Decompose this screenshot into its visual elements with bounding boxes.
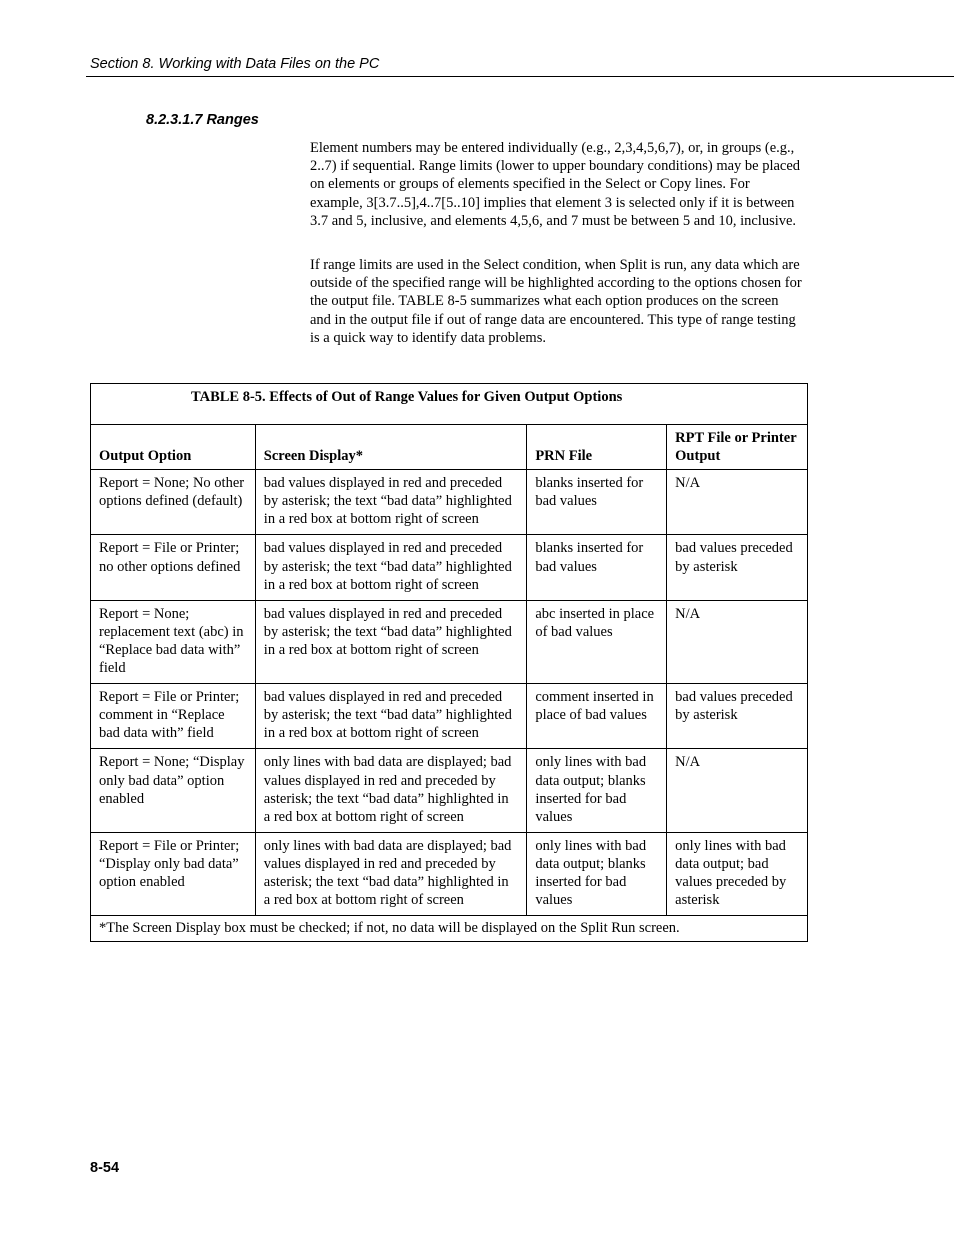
- table-cell: bad values displayed in red and preceded by asterisk; the text “bad data” highlighted in a red box at bottom right of screen: [255, 684, 527, 749]
- table-cell: Report = File or Printer; comment in “Replace bad data with” field: [91, 684, 256, 749]
- table-cell: only lines with bad data output; bad values preceded by asterisk: [667, 832, 808, 915]
- table-row: [91, 832, 808, 915]
- table-cell: bad values preceded by asterisk: [667, 684, 808, 749]
- table-row: [91, 600, 808, 683]
- column-header: Screen Display*: [255, 425, 527, 470]
- table-cell: N/A: [667, 749, 808, 832]
- column-header: Output Option: [91, 425, 256, 470]
- header-divider: [86, 76, 954, 77]
- table-cell: blanks inserted for bad values: [527, 470, 667, 535]
- table-cell: abc inserted in place of bad values: [527, 600, 667, 683]
- table-cell: bad values displayed in red and preceded by asterisk; the text “bad data” highlighted in a red box at bottom right of screen: [255, 600, 527, 683]
- effects-table: [90, 383, 808, 942]
- table-row: [91, 749, 808, 832]
- table-footnote: *The Screen Display box must be checked; if not, no data will be displayed on the Split Run screen.: [91, 916, 808, 942]
- table-cell: bad values displayed in red and preceded by asterisk; the text “bad data” highlighted in a red box at bottom right of screen: [255, 470, 527, 535]
- running-header: Section 8. Working with Data Files on the PC: [90, 56, 380, 72]
- table-caption: TABLE 8-5. Effects of Out of Range Values for Given Output Options: [91, 384, 808, 425]
- table-cell: Report = None; replacement text (abc) in “Replace bad data with” field: [91, 600, 256, 683]
- table-cell: blanks inserted for bad values: [527, 535, 667, 600]
- table-cell: bad values preceded by asterisk: [667, 535, 808, 600]
- table-cell: only lines with bad data output; blanks inserted for bad values: [527, 749, 667, 832]
- column-header: RPT File or Printer Output: [667, 425, 808, 470]
- table-cell: Report = None; No other options defined (default): [91, 470, 256, 535]
- table-header-row: [91, 425, 808, 470]
- table-cell: only lines with bad data are displayed; bad values displayed in red and preceded by asterisk; the text “bad data” highlighted in a red box at bottom right of screen: [255, 749, 527, 832]
- table-row: [91, 535, 808, 600]
- table-cell: Report = None; “Display only bad data” option enabled: [91, 749, 256, 832]
- table-cell: N/A: [667, 600, 808, 683]
- page-number: 8-54: [90, 1160, 120, 1176]
- table-cell: comment inserted in place of bad values: [527, 684, 667, 749]
- table-cell: N/A: [667, 470, 808, 535]
- body-paragraph: Element numbers may be entered individually (e.g., 2,3,4,5,6,7), or, in groups (e.g., 2..7) if sequential. Range limits (lower to upper boundary conditions) may be placed on elements or groups of elements specified in the Select or Copy lines. For example, 3[3.7..5],4..7[5..10] implies that element 3 is selected only if it is between 3.7 and 5, inclusive, and elements 4,5,6, and 7 must be between 5 and 10, inclusive.: [310, 140, 801, 229]
- table-row: [91, 470, 808, 535]
- section-heading: 8.2.3.1.7 Ranges: [146, 112, 259, 128]
- body-paragraph: If range limits are used in the Select condition, when Split is run, any data which are outside of the specified range will be highlighted according to the options chosen for the output file. TABLE 8-5 summarizes what each option produces on the screen and in the output file if out of range data are encountered. This type of range testing is a quick way to identify data problems.: [310, 257, 802, 346]
- table-cell: only lines with bad data output; blanks inserted for bad values: [527, 832, 667, 915]
- table-cell: Report = File or Printer; “Display only bad data” option enabled: [91, 832, 256, 915]
- table-cell: bad values displayed in red and preceded by asterisk; the text “bad data” highlighted in a red box at bottom right of screen: [255, 535, 527, 600]
- table-row: [91, 684, 808, 749]
- table-cell: only lines with bad data are displayed; bad values displayed in red and preceded by asterisk; the text “bad data” highlighted in a red box at bottom right of screen: [255, 832, 527, 915]
- table-caption-row: [91, 384, 808, 425]
- table-cell: Report = File or Printer; no other options defined: [91, 535, 256, 600]
- column-header: PRN File: [527, 425, 667, 470]
- table-footnote-row: [91, 916, 808, 942]
